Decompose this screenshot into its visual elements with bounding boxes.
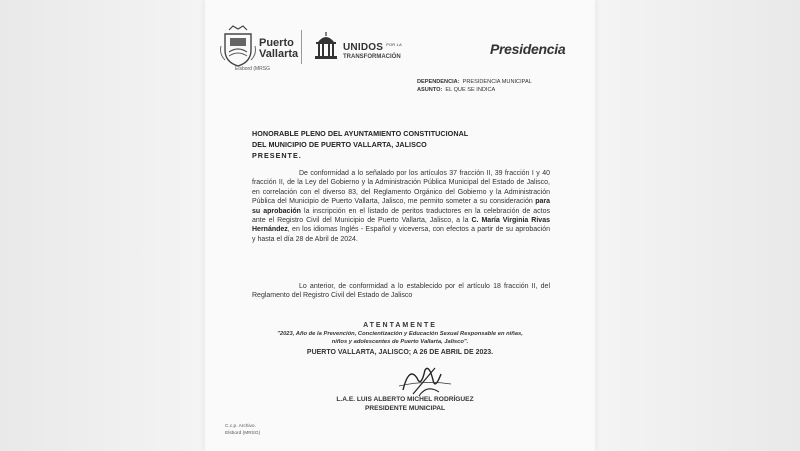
- background-right: [595, 0, 800, 451]
- logo-subtext: Elsbord (MRSG: [235, 66, 271, 72]
- asunto-line: [417, 87, 495, 93]
- signature-icon: [395, 360, 455, 400]
- ccp-line-2: Elsbord (MRSG): [225, 431, 261, 436]
- signer-name: L.A.E. LUIS ALBERTO MICHEL RODRÍGUEZ: [336, 396, 474, 403]
- body-p1-text-e: , en los idiomas Inglés - Español y viceversa, con efectos a partir de su aprobación y hasta el día 28 de Abril de 2024.: [252, 226, 550, 243]
- atentamente-text: ATENTAMENTE: [363, 322, 437, 329]
- body-paragraph-2: [252, 282, 550, 301]
- unidos-subtitle: TRANSFORMACIÓN: [343, 54, 401, 60]
- body-paragraph-1: [252, 169, 550, 244]
- asunto-value: EL QUE SE INDICA: [445, 87, 496, 93]
- background-left: [0, 0, 205, 451]
- document-page: [205, 0, 595, 451]
- unidos-title-text: UNIDOS: [343, 42, 384, 53]
- asunto-label: ASUNTO:: [417, 87, 443, 93]
- motto-line-1: "2023, Año de la Prevención, Concientización y Educación Sexual Responsable en niñas,: [277, 331, 523, 337]
- unidos-building-icon: [313, 30, 339, 62]
- puerto-vallarta-logo-text: [259, 38, 298, 60]
- addressee-line-3: PRESENTE.: [252, 151, 302, 160]
- body-p1-text-c: la inscripción en el listado de peritos traductores en la celebración de actos ante el Registro Civil del Municipio de Puerto Vallarta, Jalisco, a la: [252, 207, 550, 225]
- body-p2-text: Lo anterior, de conformidad a lo establecido por el artículo 18 fracción II, del Reglamento del Registro Civil del Estado de Jalisco: [252, 283, 550, 300]
- presidencia-logo-text: Presidencia: [490, 41, 566, 57]
- logo-divider: [301, 30, 302, 64]
- unidos-logo: [313, 30, 413, 66]
- logo-text-line1: Puerto: [259, 37, 294, 49]
- dependencia-value: PRESIDENCIA MUNICIPAL: [462, 79, 532, 85]
- dependencia-label: DEPENDENCIA:: [417, 79, 460, 85]
- signer-title: PRESIDENTE MUNICIPAL: [364, 405, 446, 412]
- body-p1-bold-name: C. María Virginia Rivas Hernández: [252, 217, 550, 234]
- unidos-title: [343, 42, 402, 53]
- body-p1-text-a: De conformidad a lo señalado por los artículos 37 fracción II, 39 fracción I y 40 fracción II, de la Ley del Gobierno y la Administración Pública Municipal del Estado de Jalisco, en correlación con el diverso 83, del Reglamento Orgánico del Gobierno y la Administración Pública del Municipio de Puerto Vallarta, Jalisco, me permito someter a su consideración: [252, 170, 550, 206]
- ccp-line-1: C.c.p. Archivo.: [225, 424, 256, 429]
- body-p1-bold-approval: para su aprobación: [252, 198, 550, 215]
- place-date-text: PUERTO VALLARTA, JALISCO; A 26 DE ABRIL DE 2023.: [306, 349, 494, 356]
- unidos-small-text: POR LA: [386, 42, 402, 47]
- dependencia-line: [417, 79, 532, 85]
- motto-line-2: niños y adolescentes de Puerto Vallarta, Jalisco".: [331, 338, 469, 345]
- motto-text: [235, 331, 565, 346]
- addressee-line-2: DEL MUNICIPIO DE PUERTO VALLARTA, JALISCO: [252, 140, 427, 149]
- addressee-line-1: HONORABLE PLENO DEL AYUNTAMIENTO CONSTITUCIONAL: [252, 129, 469, 138]
- puerto-vallarta-shield-icon: [219, 24, 257, 68]
- logo-text-line2: Vallarta: [259, 48, 299, 60]
